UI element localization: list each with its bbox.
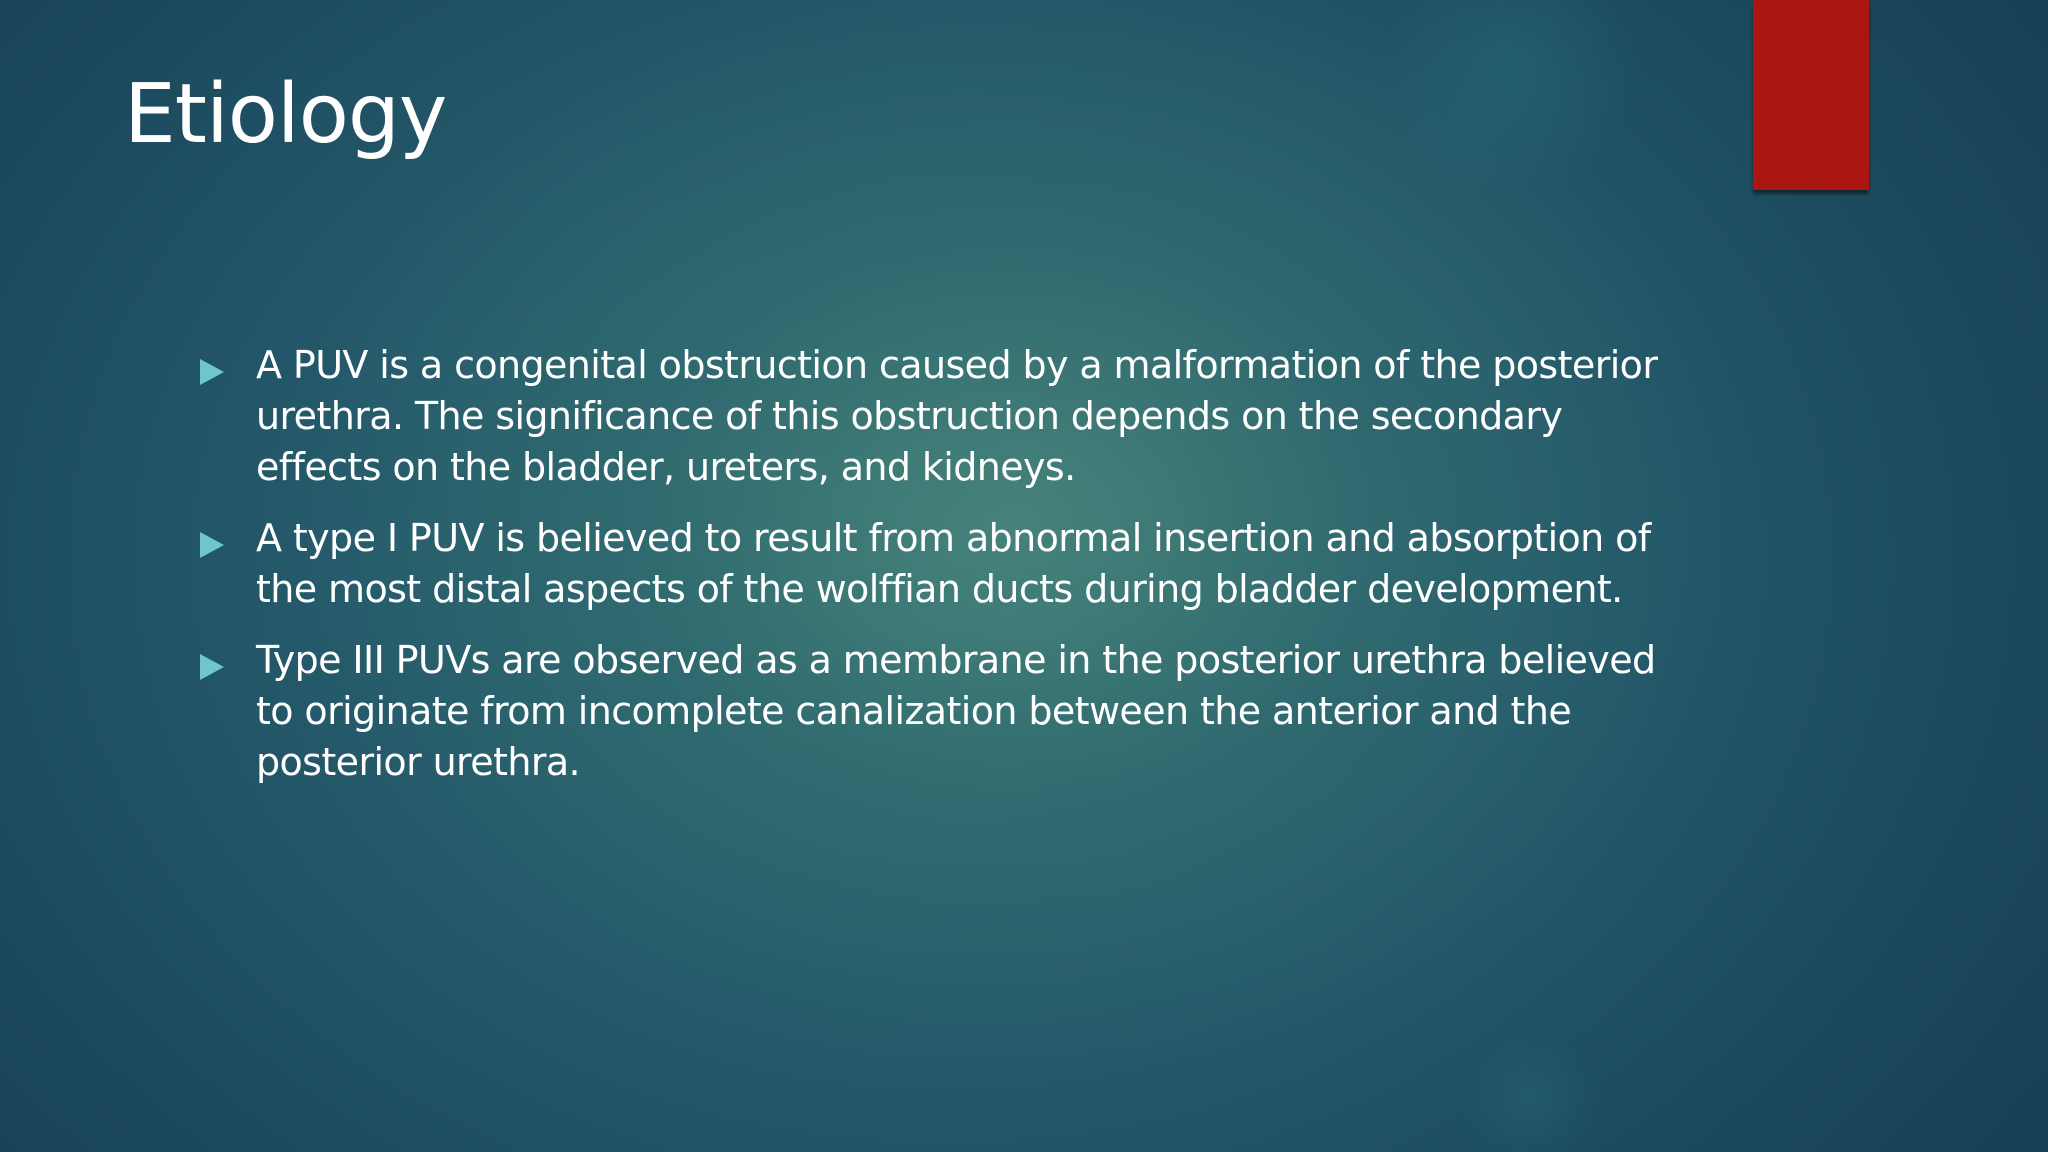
triangle-right-icon	[200, 532, 224, 558]
bullet-text: A type I PUV is believed to result from abnormal insertion and absorption of the most distal aspects of the wolffian ducts during bladder development.	[256, 516, 1651, 611]
slide-title: Etiology	[124, 67, 447, 162]
accent-bar	[1753, 0, 1869, 190]
triangle-right-icon	[200, 654, 224, 680]
bullet-text: Type III PUVs are observed as a membrane in the posterior urethra believed to originate from incomplete canalization between the anterior and the posterior urethra.	[256, 638, 1656, 784]
bullet-text: A PUV is a congenital obstruction caused by a malformation of the posterior urethra. The significance of this obstruction depends on the secondary effects on the bladder, ureters, and kidneys.	[256, 343, 1658, 489]
bullet-item	[200, 635, 1660, 788]
bullet-list	[200, 340, 1660, 808]
bullet-item	[200, 340, 1660, 493]
triangle-right-icon	[200, 359, 224, 385]
bullet-item	[200, 513, 1660, 615]
